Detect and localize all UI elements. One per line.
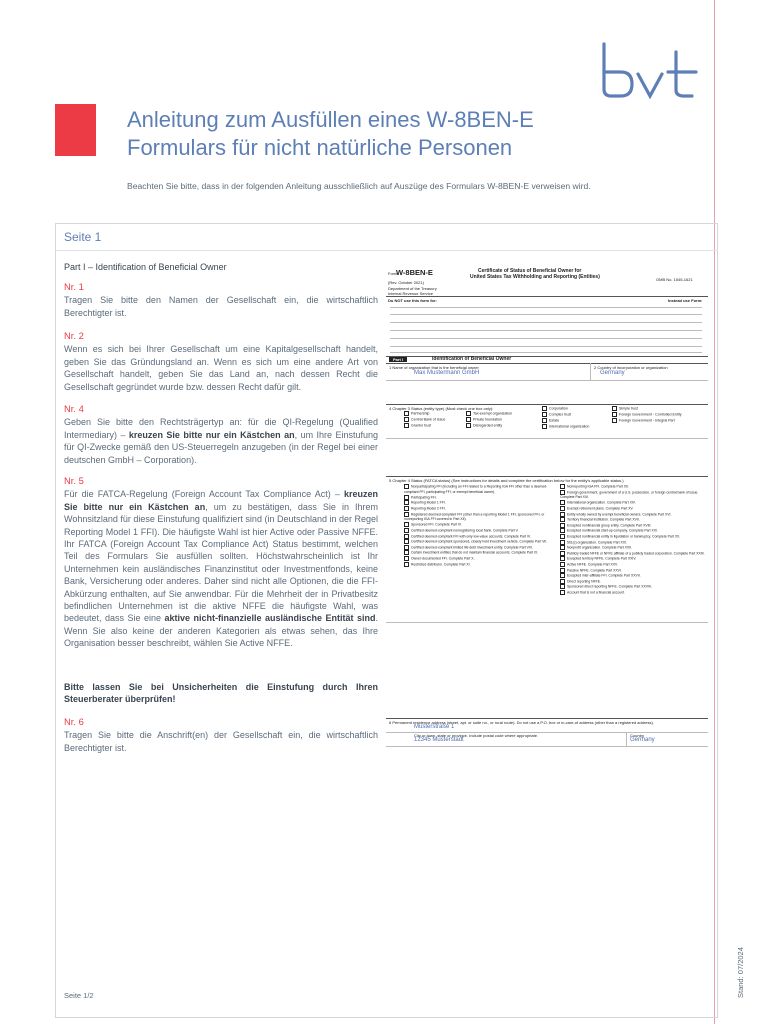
ch4-options-right [560, 484, 706, 595]
line5-label: 5 Chapter 4 Status (FATCA status) (See instructions for details and complete the certification below for the entity's applicable status.) [389, 478, 624, 483]
ch4-option[interactable]: Registered deemed-compliant FFI (other than a reporting Model 1 FFI, sponsored FFI, or nonreporting IGA FFI covered in Part XII). [404, 511, 545, 522]
line6-label: 6 Permanent residence address (street, apt. or suite no., or rural route). Do not use a P.O. box or in-care-of address (other than a registered address). [389, 720, 654, 725]
ch4-option[interactable]: Certified deemed-compliant nonregistering local bank. Complete Part V. [404, 528, 554, 534]
ch4-option[interactable]: Excepted territory NFFE. Complete Part XXIV. [560, 556, 706, 562]
form-heading-1: Certificate of Status of Beneficial Owner for [478, 268, 582, 274]
version-date: Stand: 07/2024 [736, 947, 745, 998]
ch3-option[interactable]: Foreign Government - Controlled Entity [612, 412, 682, 418]
line6-street-value[interactable]: Musterstraße 1 [414, 724, 455, 730]
red-accent-square [55, 104, 96, 156]
form-label: Form [388, 271, 398, 276]
ch4-option[interactable]: Certified deemed-compliant limited life debt investment entity. Complete Part VIII. [404, 545, 554, 551]
line2-value[interactable]: Germany [600, 370, 625, 376]
ch4-option[interactable]: Active NFFE. Complete Part XXV. [560, 562, 706, 568]
ch4-option[interactable]: Direct reporting NFFE. [560, 579, 706, 585]
ch4-option[interactable]: Reporting Model 1 FFI. [404, 500, 554, 506]
divider [55, 250, 718, 251]
part-tag: Part I [389, 357, 407, 362]
title-line-2: Formulars für nicht natürliche Personen [127, 135, 513, 160]
instruction-text: Für die FATCA-Regelung (Foreign Account Tax Compliance Act) – kreuzen Sie bitte nur ein Kästchen an, um zu bestätigen, dass Sie in Ihrem Wohnsitzland für diese Einstufung qualifiziert sind (in Deutschland in der Regel Reporting Model 1 FFI). Die häufigste Wahl ist hier Active oder Passive NFFE. Ihr FATCA (Foreign Account Tax Compliance Act) Status bestimmt, welchen Teil des Formulars Sie ausfüllen sollten. Höchstwahrscheinlich ist Ihr Unternehmen kein ausländisches Finanzinstitut oder Investmentfonds, keine Bank, Versicherung oder anderes. Daher sind nicht alle Optionen, die die FFI-Abkürzung enthalten, auf Sie anwendbar. Für die Mehrheit der in Privatbesitz befindlichen Unternehmen ist die aktive NFFE die häufigste Wahl, was bedeutet, dass Sie eine aktive nicht-finanzielle ausländische Entität sind. Wenn Sie also keine der anderen Kategorien als etwas sehen, das Ihre Organisation besser beschreibt, wählen Sie Active NFFE. [64, 489, 379, 649]
ch3-options-col2 [466, 411, 512, 429]
ch3-option[interactable]: Disregarded entity [466, 423, 512, 429]
line2-label: 2 Country of incorporation or organization [594, 365, 668, 370]
instruction-text: Tragen Sie bitte die Anschrift(en) der Gesellschaft ein, die wirtschaftlich Berechtigter ist. [64, 730, 378, 753]
instruction-nr2 [64, 330, 378, 393]
instruction-number: Nr. 6 [64, 716, 84, 727]
ch4-option[interactable]: Foreign government, government of a U.S. possession, or foreign central bank of issue. Complete Part XIII. [560, 489, 699, 500]
ch4-option[interactable]: Exempt retirement plans. Complete Part XV. [560, 506, 706, 512]
ch4-options-left [404, 484, 554, 567]
form-id: W-8BEN-E [396, 268, 433, 277]
form-omb: OMB No. 1545-1621 [656, 277, 693, 282]
ch4-option[interactable]: Restricted distributor. Complete Part XI. [404, 562, 554, 568]
ch4-option[interactable]: Sponsored FFI. Complete Part IV. [404, 522, 554, 528]
ch3-option[interactable]: Simple trust [612, 406, 682, 412]
page-number: Seite 1/2 [64, 991, 94, 1000]
warning-note [64, 681, 378, 706]
ch4-option[interactable]: Excepted nonfinancial start-up company. Complete Part XIX. [560, 528, 706, 534]
instruction-number: Nr. 2 [64, 330, 84, 341]
title-line-1: Anleitung zum Ausfüllen eines W-8BEN-E [127, 107, 534, 132]
form-heading-2: United States Tax Withholding and Reporting (Entities) [470, 274, 600, 280]
ch4-option[interactable]: International organization. Complete Part XIV. [560, 500, 706, 506]
ch4-option[interactable]: Nonprofit organization. Complete Part XXII. [560, 545, 706, 551]
line6-city-value[interactable]: 12345 Musterstadt [414, 737, 464, 743]
ch4-option[interactable]: Nonreporting IGA FFI. Complete Part XII. [560, 484, 706, 490]
instruction-text: Geben Sie bitte den Rechtsträgertyp an: für die QI-Regelung (Qualified Intermediary) – kreuzen Sie bitte nur ein Kästchen an, um Ihre Einstufung für QI-Zwecke gemäß den US-Steuerregeln anzugeben (in der Regel bei einer deutschen GmbH – Corporation). [64, 417, 378, 465]
instruction-number: Nr. 5 [64, 475, 84, 486]
ch3-option[interactable]: Estate [542, 418, 589, 424]
bvt-logo [596, 34, 716, 104]
ch4-option[interactable]: Entity wholly owned by exempt beneficial owners. Complete Part XVI. [560, 512, 706, 518]
line1-value[interactable]: Max Mustermann GmbH [414, 370, 480, 376]
instruction-text: Wenn es sich bei Ihrer Gesellschaft um eine Kapitalgesellschaft handelt, geben Sie das Gründungsland an. Wenn es sich um eine andere Art von Gesellschaft handelt, geben Sie das Land an, nach dessen Recht die Gesellschaft gegründet wurde bzw. dessen Recht dafür gilt. [64, 344, 378, 392]
instruction-nr4 [64, 403, 378, 466]
ch4-option[interactable]: Account that is not a financial account. [560, 590, 706, 596]
form-department: Department of the Treasury Internal Revenue Service [388, 286, 437, 296]
ch4-option[interactable]: Passive NFFE. Complete Part XXVI. [560, 568, 706, 574]
line1-label: 1 Name of organization that is the beneficial owner [389, 365, 479, 370]
ch3-options-col4 [612, 406, 682, 424]
instruction-nr5 [64, 475, 378, 650]
line4-label: 4 Chapter 3 Status (entity type) (Must check one box only): [389, 406, 494, 411]
instruction-nr1 [64, 281, 378, 319]
form-revision: (Rev. October 2021) [388, 280, 424, 285]
section-heading: Part I – Identification of Beneficial Owner [64, 262, 227, 272]
ch3-options-col1 [404, 411, 445, 429]
ch4-option[interactable]: Excepted inter-affiliate FFI. Complete Part XXVII. [560, 573, 706, 579]
ch3-option[interactable]: Foreign Government - Integral Part [612, 418, 682, 424]
ch4-option[interactable]: Territory financial institution. Complete Part XVII. [560, 517, 706, 523]
ch4-option[interactable]: Certified deemed-compliant FFI with only low-value accounts. Complete Part VI. [404, 534, 554, 540]
ch4-option[interactable]: Nonparticipating FFI (including an FFI related to a Reporting IGA FFI other than a deemed-compliant FFI, participating FFI, or exempt beneficial owner). [404, 484, 548, 494]
form-instead-use: Instead use Form: [668, 298, 703, 303]
ch4-option[interactable]: Certified deemed-compliant sponsored, closely held investment vehicle. Complete Part VII. [404, 539, 554, 545]
instruction-number: Nr. 1 [64, 281, 84, 292]
part-title: Identification of Beneficial Owner [432, 356, 512, 362]
ch4-option[interactable]: 501(c) organization. Complete Part XXI. [560, 540, 706, 546]
ch4-option[interactable]: Certain investment entities that do not maintain financial accounts. Complete Part IX. [404, 550, 554, 556]
ch3-option[interactable]: Central Bank of Issue [404, 417, 445, 423]
ch4-option[interactable]: Publicly traded NFFE or NFFE affiliate of a publicly traded corporation. Complete Part XXIII. [560, 551, 706, 557]
ch3-options-col3 [542, 406, 589, 429]
form-do-not-use: Do NOT use this form for: [388, 298, 437, 303]
ch4-option[interactable]: Excepted nonfinancial group entity. Complete Part XVIII. [560, 523, 706, 529]
ch3-option[interactable]: Corporation [542, 406, 589, 412]
line6-city-label: City or town, state or province. Include postal code where appropriate. [414, 733, 539, 738]
ch4-option[interactable]: Sponsored direct reporting NFFE. Complete Part XXVIII. [560, 584, 706, 590]
ch3-option[interactable]: International organization [542, 424, 589, 430]
ch4-option[interactable]: Excepted nonfinancial entity in liquidation or bankruptcy. Complete Part XX. [560, 534, 706, 540]
instruction-nr6 [64, 716, 378, 754]
instruction-number: Nr. 4 [64, 403, 84, 414]
line6-country-label: Country [630, 733, 645, 738]
intro-text: Beachten Sie bitte, dass in der folgenden Anleitung ausschließlich auf Auszüge des Formulars W-8BEN-E verweisen wird. [127, 181, 591, 191]
instruction-text: Tragen Sie bitte den Namen der Gesellschaft ein, die wirtschaftlich Berechtigter ist. [64, 295, 378, 318]
page-title [127, 106, 534, 162]
warning-text: Bitte lassen Sie bei Unsicherheiten die Einstufung durch Ihren Steuerberater überprüfen! [64, 682, 378, 705]
ch4-option[interactable]: Reporting Model 2 FFI. [404, 506, 554, 512]
ch3-option[interactable]: Tax-exempt organization [466, 411, 512, 417]
page-section-label: Seite 1 [64, 230, 102, 244]
ch3-option[interactable]: Private foundation [466, 417, 512, 423]
ch4-option[interactable]: Owner-documented FFI. Complete Part X. [404, 556, 554, 562]
ch3-option[interactable]: Complex trust [542, 412, 589, 418]
ch3-option[interactable]: Partnership [404, 411, 445, 417]
ch4-option[interactable]: Participating FFI. [404, 495, 554, 501]
line6-country-value[interactable]: Germany [630, 737, 655, 743]
ch3-option[interactable]: Grantor trust [404, 423, 445, 429]
